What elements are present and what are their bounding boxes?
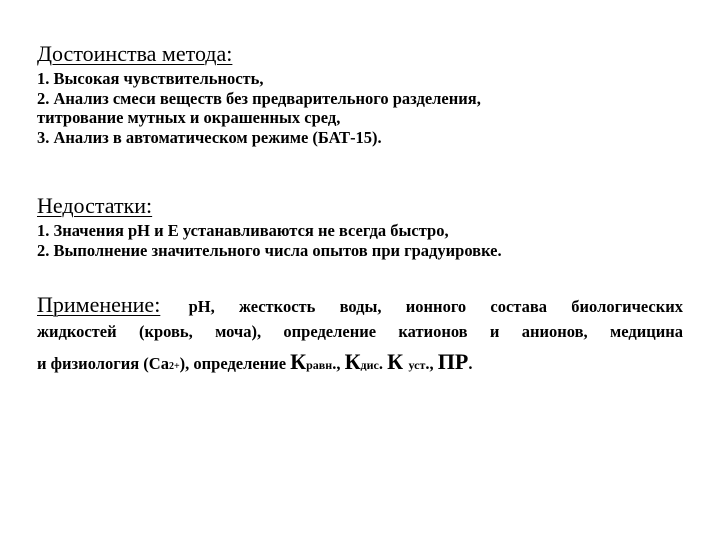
application-line-3 — [37, 349, 683, 375]
application-word: биологических — [571, 297, 683, 316]
calcium-charge: 2+ — [168, 361, 180, 372]
subscript-equilibrium: равн — [306, 358, 333, 372]
application-line-2 — [37, 322, 683, 349]
advantages-list — [37, 69, 481, 147]
application-word: и — [489, 322, 500, 341]
application-word: катионов — [398, 322, 468, 341]
list-item: 1. Высокая чувствительность, — [37, 69, 264, 88]
disadvantages-list — [37, 221, 502, 260]
application-text: и физиология (Ca — [37, 354, 169, 373]
subscript-stability: уст — [408, 358, 426, 372]
constant-k-equilibrium: К — [290, 349, 307, 374]
application-word: жидкостей — [37, 322, 117, 341]
application-word: ионного — [405, 297, 467, 316]
application-word: воды, — [339, 297, 382, 316]
disadvantages-heading: Недостатки: — [37, 193, 153, 218]
constant-k-dissociation: К — [344, 349, 361, 374]
application-word: состава — [490, 297, 548, 316]
application-paragraph — [37, 292, 683, 375]
subscript-dissociation: дис — [360, 358, 379, 372]
list-item: 2. Анализ смеси веществ без предварительного разделения, — [37, 88, 481, 108]
list-item: 1. Значения рН и Е устанавливаются не всегда быстро, — [37, 221, 449, 240]
list-item: 3. Анализ в автоматическом режиме (БАТ-15). — [37, 127, 382, 147]
list-item: титрование мутных и окрашенных сред, — [37, 108, 341, 127]
application-word: определение — [283, 322, 377, 341]
application-word: медицина — [610, 322, 683, 341]
application-word: анионов, — [521, 322, 588, 341]
list-item: 2. Выполнение значительного числа опытов при градуировке. — [37, 240, 502, 260]
application-text: ), определение — [179, 354, 291, 373]
application-word: рН, — [188, 297, 215, 316]
separator: . — [378, 354, 388, 373]
advantages-heading: Достоинства метода: — [37, 41, 233, 66]
application-word: (кровь, — [138, 322, 193, 341]
application-line-1 — [37, 292, 683, 322]
separator: ., — [425, 354, 438, 373]
application-word: жесткость — [238, 297, 316, 316]
constant-k-stability: К — [387, 349, 409, 374]
separator: ., — [332, 354, 345, 373]
solubility-product: ПР — [437, 349, 469, 374]
application-word: моча), — [215, 322, 262, 341]
separator: . — [468, 354, 473, 373]
application-heading: Применение: — [37, 292, 161, 317]
